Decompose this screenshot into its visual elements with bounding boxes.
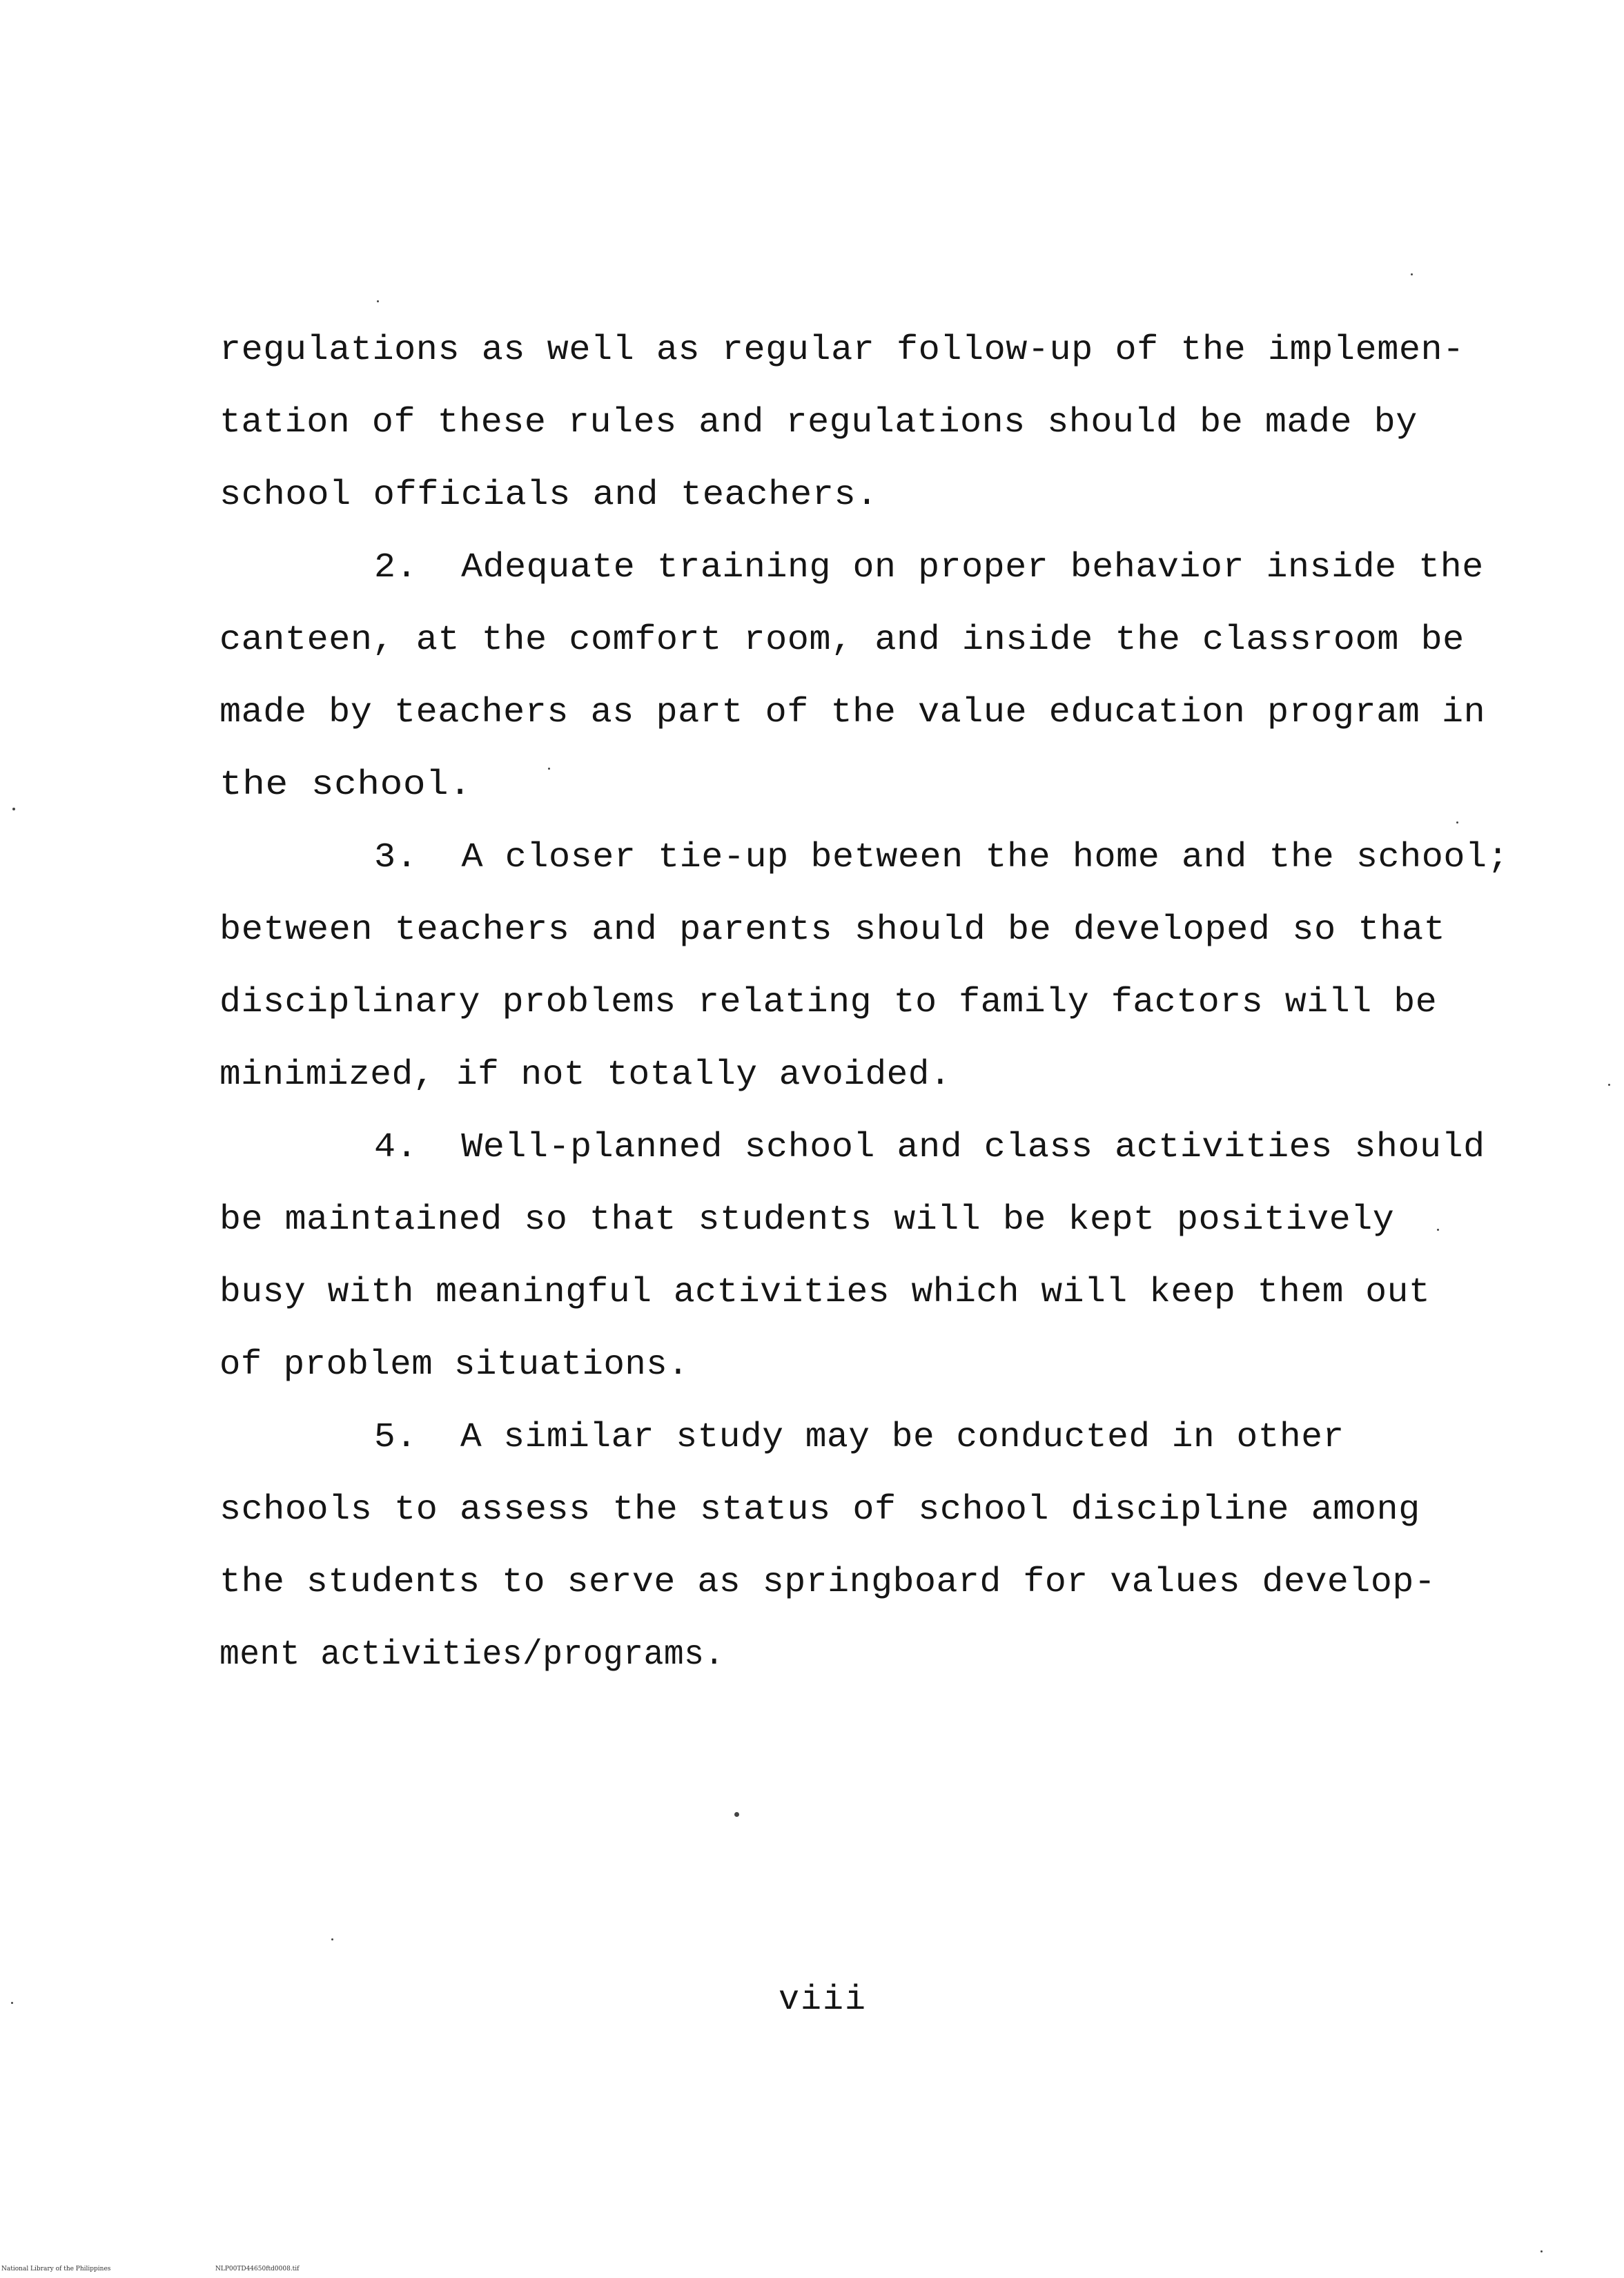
scan-speck	[1437, 1229, 1439, 1231]
text-line: ment activities/programs.	[219, 1635, 725, 1675]
page-number: viii	[779, 1980, 868, 2020]
text-line: busy with meaningful activities which will keep them out	[219, 1273, 1431, 1312]
text-line: made by teachers as part of the value education program in	[219, 693, 1486, 732]
text-line: the school.	[219, 766, 472, 805]
scan-speck	[734, 1812, 739, 1817]
scan-speck	[377, 300, 379, 302]
text-line: disciplinary problems relating to family factors will be	[219, 983, 1438, 1022]
footer-file-id: NLP00TD44650ftd0008.tif	[215, 2266, 300, 2272]
item-3-heading-line: 3. A closer tie-up between the home and the school;	[374, 838, 1509, 877]
item-4-heading-line: 4. Well-planned school and class activities should	[374, 1128, 1485, 1167]
scan-speck	[12, 808, 15, 810]
text-line: minimized, if not totally avoided.	[219, 1055, 952, 1095]
item-5-heading-line: 5. A similar study may be conducted in other	[374, 1418, 1344, 1457]
text-line: be maintained so that students will be kept positively	[219, 1200, 1395, 1240]
scan-speck	[1608, 1084, 1610, 1086]
text-line: between teachers and parents should be developed so that	[219, 911, 1446, 950]
scan-speck	[548, 768, 550, 770]
text-line: school officials and teachers.	[219, 476, 879, 515]
scan-speck	[1456, 821, 1458, 824]
text-line: tation of these rules and regulations should be made by	[219, 403, 1418, 442]
text-line: canteen, at the comfort room, and inside the classroom be	[219, 621, 1465, 660]
text-line: regulations as well as regular follow-up of the implemen-	[219, 331, 1465, 370]
footer-library-name: National Library of the Philippines	[1, 2266, 111, 2272]
text-line: schools to assess the status of school discipline among	[219, 1490, 1420, 1530]
scan-speck	[1411, 273, 1413, 275]
scan-speck	[11, 2002, 13, 2004]
scan-speck	[331, 1938, 333, 1940]
text-line: the students to serve as springboard for values develop-	[219, 1563, 1436, 1602]
text-line: of problem situations.	[219, 1345, 689, 1385]
scan-speck	[1540, 2250, 1543, 2252]
item-2-heading-line: 2. Adequate training on proper behavior inside the	[374, 548, 1484, 587]
